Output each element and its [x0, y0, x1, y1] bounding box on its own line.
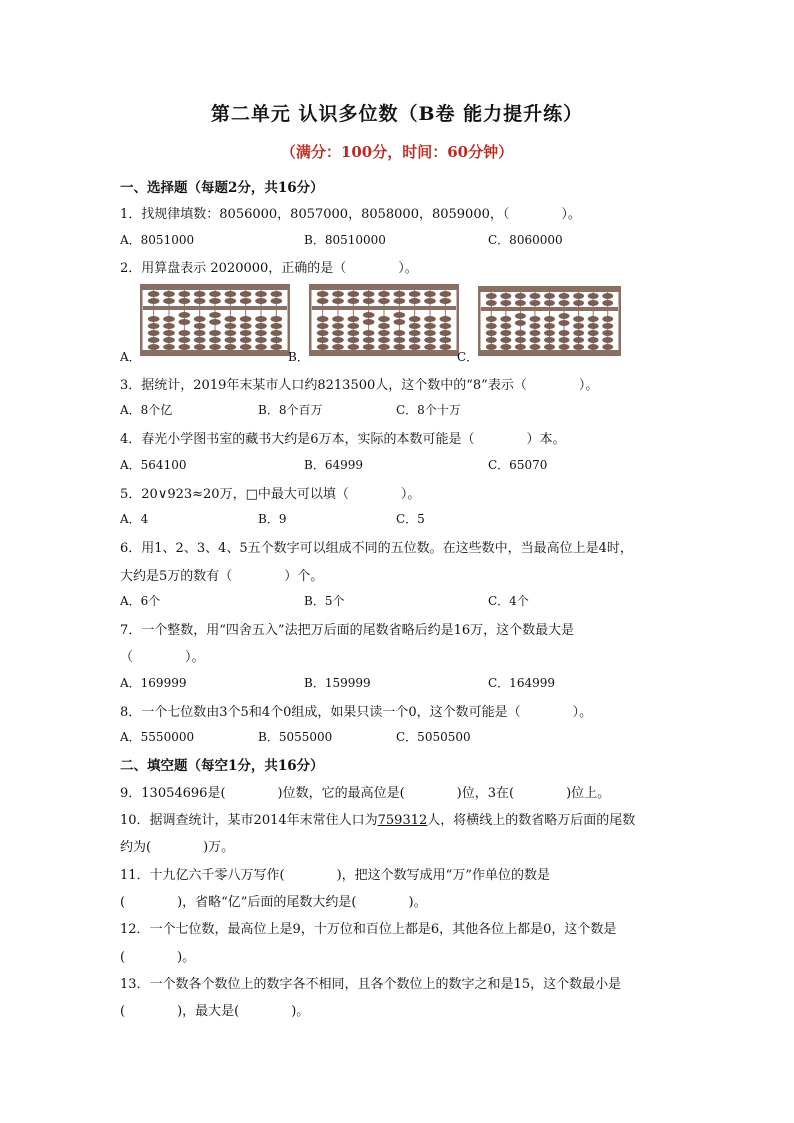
abacus-bead [163, 337, 175, 343]
abacus-bead [209, 319, 221, 325]
abacus-bead [179, 330, 191, 336]
question-3: 3．据统计，2019年末某市人口约8213500人，这个数中的“8”表示（ ）。 [120, 378, 599, 393]
abacus-bead [179, 291, 191, 297]
abacus-bead [559, 300, 570, 306]
abacus-bead [363, 330, 375, 336]
abacus-bead [559, 293, 570, 299]
section-1-heading: 一、选择题（每题2分，共16分） [120, 180, 324, 196]
abacus-bead [255, 298, 267, 304]
page-title: 第二单元 认识多位数（B卷 能力提升练） [210, 103, 584, 125]
abacus-bead [486, 300, 497, 306]
abacus-bead [317, 298, 329, 304]
abacus-bead [148, 344, 160, 350]
question-4: 4．春光小学图书室的藏书大约是6万本，实际的本数可能是（ ）本。 [120, 432, 566, 447]
abacus-bead [225, 330, 237, 336]
abacus-bead [332, 298, 344, 304]
abacus-bead [440, 291, 452, 297]
abacus-bead [424, 291, 436, 297]
abacus-bead [225, 298, 237, 304]
abacus-bead [240, 298, 252, 304]
abacus-bead [363, 312, 375, 318]
abacus-bead [225, 337, 237, 343]
question-2: 2．用算盘表示 2020000，正确的是（ ）。 [120, 261, 418, 276]
abacus-bead [559, 313, 570, 319]
abacus-bead [529, 337, 540, 343]
q1-option-a: A．8051000 [120, 233, 195, 247]
abacus-bead [424, 298, 436, 304]
abacus-bead [209, 330, 221, 336]
abacus-bead [409, 337, 421, 343]
abacus-bead [602, 316, 613, 322]
abacus-bead [148, 323, 160, 329]
abacus-bead [409, 316, 421, 322]
q10-underlined-number: 759312 [377, 813, 428, 828]
abacus-bead [194, 337, 206, 343]
abacus-bead [317, 330, 329, 336]
abacus-bead [163, 344, 175, 350]
abacus-bead [348, 291, 360, 297]
q4-option-a: A．564100 [120, 458, 187, 472]
abacus-bead [588, 293, 599, 299]
abacus-bead [515, 320, 526, 326]
abacus-bead [271, 344, 283, 350]
abacus-bead [588, 344, 599, 350]
abacus-bead [486, 323, 497, 329]
q3-option-a: A．8个亿 [120, 403, 173, 417]
q8-option-c: C．5050500 [396, 730, 471, 744]
abacus-bead [240, 291, 252, 297]
abacus-bead [424, 316, 436, 322]
abacus-bead [148, 291, 160, 297]
q6-option-b: B．5个 [304, 594, 345, 608]
abacus-bead [209, 298, 221, 304]
abacus-bead [409, 298, 421, 304]
abacus-bead [348, 344, 360, 350]
question-12-line-1: 12．一个七位数，最高位上是9，十万位和百位上都是6，其他各位上都是0，这个数是 [120, 922, 617, 937]
abacus-bead [394, 330, 406, 336]
abacus-bead [317, 344, 329, 350]
abacus-bead [394, 344, 406, 350]
q4-option-b: B．64999 [304, 458, 363, 472]
abacus-bead [348, 337, 360, 343]
abacus-bead [240, 330, 252, 336]
q3-option-b: B．8个百万 [258, 403, 323, 417]
abacus-bead [209, 291, 221, 297]
abacus-bead [440, 337, 452, 343]
q7-option-a: A．169999 [120, 676, 187, 690]
abacus-bead [271, 330, 283, 336]
abacus-bead [179, 298, 191, 304]
abacus-bead [255, 337, 267, 343]
abacus-bead [378, 344, 390, 350]
abacus-bead [559, 330, 570, 336]
abacus-bead [500, 337, 511, 343]
abacus-bead [529, 316, 540, 322]
abacus-bead [573, 293, 584, 299]
abacus-bead [363, 291, 375, 297]
abacus-bead [225, 291, 237, 297]
abacus-bead [271, 337, 283, 343]
question-10-line-1 [120, 809, 635, 828]
question-13-line-1: 13．一个数各个数位上的数字各不相同，且各个数位上的数字之和是15，这个数最小是 [120, 977, 622, 992]
abacus-bead [163, 323, 175, 329]
page-subtitle: （满分：100分，时间：60分钟） [280, 143, 514, 161]
abacus-bead [588, 316, 599, 322]
abacus-bead [378, 337, 390, 343]
abacus-bead [163, 316, 175, 322]
abacus-bead [500, 330, 511, 336]
abacus-bead [363, 337, 375, 343]
abacus-bead [559, 337, 570, 343]
abacus-bead [225, 344, 237, 350]
abacus-bead [148, 316, 160, 322]
abacus-bead [500, 323, 511, 329]
abacus-bead [148, 298, 160, 304]
abacus-bead [378, 298, 390, 304]
abacus-bead [240, 323, 252, 329]
abacus-b-image [309, 284, 459, 356]
abacus-bead [515, 337, 526, 343]
abacus-bead [255, 323, 267, 329]
q5-option-b: B．9 [258, 512, 287, 526]
abacus-bead [602, 323, 613, 329]
abacus-bead [225, 316, 237, 322]
abacus-bead [486, 330, 497, 336]
abacus-bead [240, 316, 252, 322]
abacus-bead [332, 291, 344, 297]
abacus-bead [588, 323, 599, 329]
abacus-bead [209, 344, 221, 350]
abacus-bead [209, 337, 221, 343]
question-10-line-2: 约为( )万。 [120, 840, 235, 855]
abacus-bead [486, 337, 497, 343]
q3-option-c: C．8个十万 [396, 403, 461, 417]
question-13-line-2: ( )，最大是( )。 [120, 1004, 310, 1019]
abacus-bead [348, 298, 360, 304]
abacus-bead [486, 344, 497, 350]
abacus-bead [559, 344, 570, 350]
abacus-bead [529, 293, 540, 299]
abacus-bead [378, 330, 390, 336]
abacus-bead [378, 316, 390, 322]
abacus-bead [500, 344, 511, 350]
q4-option-c: C．65070 [488, 458, 548, 472]
abacus-bead [255, 291, 267, 297]
abacus-bead [179, 319, 191, 325]
abacus-bead [544, 337, 555, 343]
abacus-bead [559, 320, 570, 326]
abacus-bead [363, 344, 375, 350]
abacus-bead [486, 293, 497, 299]
abacus-bead [271, 291, 283, 297]
q1-option-c: C．8060000 [488, 233, 563, 247]
abacus-bead [544, 323, 555, 329]
abacus-bead [255, 316, 267, 322]
question-11-line-2: ( )，省略“亿”后面的尾数大约是( )。 [120, 895, 427, 910]
abacus-bead [363, 319, 375, 325]
abacus-bead [573, 300, 584, 306]
abacus-bead [271, 298, 283, 304]
abacus-bead [332, 323, 344, 329]
abacus-bead [573, 330, 584, 336]
abacus-bead [409, 323, 421, 329]
abacus-bead [394, 298, 406, 304]
q6-option-a: A．6个 [120, 594, 161, 608]
abacus-bead [394, 337, 406, 343]
abacus-bead [194, 344, 206, 350]
abacus-bead [332, 330, 344, 336]
question-7-line-1: 7．一个整数，用“四舍五入”法把万后面的尾数省略后约是16万，这个数最大是 [120, 623, 575, 638]
q5-option-c: C．5 [396, 512, 425, 526]
abacus-bead [348, 330, 360, 336]
abacus-bead [500, 293, 511, 299]
abacus-bead [602, 330, 613, 336]
abacus-bead [317, 323, 329, 329]
abacus-bead [602, 293, 613, 299]
abacus-bead [573, 337, 584, 343]
abacus-bead [194, 316, 206, 322]
abacus-bead [378, 291, 390, 297]
abacus-bead [209, 312, 221, 318]
abacus-bead [317, 316, 329, 322]
abacus-bead [179, 312, 191, 318]
abacus-bead [271, 323, 283, 329]
abacus-bead [515, 293, 526, 299]
abacus-bead [348, 316, 360, 322]
abacus-bead [240, 344, 252, 350]
abacus-bead [440, 344, 452, 350]
abacus-bead [424, 330, 436, 336]
abacus-bead [409, 330, 421, 336]
abacus-bead [440, 330, 452, 336]
q7-option-c: C．164999 [488, 676, 555, 690]
q2-option-c: C． [457, 350, 479, 364]
abacus-bead [500, 316, 511, 322]
abacus-bead [194, 330, 206, 336]
abacus-c-image [478, 286, 621, 356]
abacus-bead [544, 344, 555, 350]
question-6-line-2: 大约是5万的数有（ ）个。 [120, 569, 324, 584]
abacus-bead [194, 291, 206, 297]
abacus-bead [378, 323, 390, 329]
abacus-bead [179, 337, 191, 343]
abacus-bead [602, 344, 613, 350]
abacus-bead [544, 316, 555, 322]
abacus-bead [163, 330, 175, 336]
abacus-bead [440, 323, 452, 329]
question-5: 5．20∨923≈20万，□中最大可以填（ ）。 [120, 487, 421, 502]
abacus-bead [588, 300, 599, 306]
abacus-bead [573, 323, 584, 329]
abacus-bead [588, 330, 599, 336]
abacus-bead [544, 293, 555, 299]
abacus-bead [148, 337, 160, 343]
abacus-bead [544, 330, 555, 336]
abacus-bead [529, 323, 540, 329]
abacus-bead [194, 298, 206, 304]
q1-option-b: B．80510000 [304, 233, 386, 247]
abacus-bead [194, 323, 206, 329]
abacus-bead [486, 316, 497, 322]
abacus-bead [332, 337, 344, 343]
q7-option-b: B．159999 [304, 676, 371, 690]
abacus-bead [588, 337, 599, 343]
abacus-bead [394, 319, 406, 325]
abacus-bead [255, 330, 267, 336]
abacus-bead [332, 344, 344, 350]
abacus-a-image [140, 284, 290, 356]
abacus-bead [317, 337, 329, 343]
section-2-heading: 二、填空题（每空1分，共16分） [120, 758, 324, 774]
abacus-bead [163, 291, 175, 297]
abacus-bead [529, 330, 540, 336]
abacus-bead [529, 300, 540, 306]
abacus-bead [424, 323, 436, 329]
abacus-bead [515, 344, 526, 350]
abacus-bead [515, 313, 526, 319]
question-12-line-2: ( )。 [120, 950, 196, 965]
abacus-bead [255, 344, 267, 350]
q10-text-pre: 10．据调查统计，某市2014年末常住人口为 [120, 813, 378, 828]
abacus-bead [179, 344, 191, 350]
abacus-bead [424, 344, 436, 350]
q8-option-b: B．5055000 [258, 730, 333, 744]
abacus-bead [573, 344, 584, 350]
abacus-bead [602, 337, 613, 343]
abacus-bead [544, 300, 555, 306]
abacus-bead [573, 316, 584, 322]
abacus-bead [394, 291, 406, 297]
question-11-line-1: 11．十九亿六千零八万写作( )，把这个数写成用“万”作单位的数是 [120, 868, 550, 883]
abacus-bead [409, 344, 421, 350]
abacus-bead [332, 316, 344, 322]
abacus-bead [515, 300, 526, 306]
abacus-bead [500, 300, 511, 306]
abacus-bead [363, 298, 375, 304]
q2-option-a: A． [120, 350, 141, 364]
q5-option-a: A．4 [120, 512, 149, 526]
abacus-bead [271, 316, 283, 322]
abacus-bead [148, 330, 160, 336]
q10-text-post: 人，将横线上的数省略万后面的尾数 [427, 813, 636, 828]
abacus-bead [602, 300, 613, 306]
abacus-bead [394, 312, 406, 318]
abacus-bead [529, 344, 540, 350]
question-6-line-1: 6．用1、2、3、4、5五个数字可以组成不同的五位数。在这些数中，当最高位上是4时， [120, 541, 633, 556]
question-7-line-2: （ ）。 [120, 650, 205, 665]
question-9: 9．13054696是( )位数，它的最高位是( )位，3在( )位上。 [120, 786, 611, 801]
abacus-bead [515, 330, 526, 336]
q8-option-a: A．5550000 [120, 730, 195, 744]
abacus-bead [440, 298, 452, 304]
q2-option-b: B． [288, 350, 309, 364]
question-8: 8．一个七位数由3个5和4个0组成，如果只读一个0，这个数可能是（ ）。 [120, 705, 593, 720]
abacus-bead [348, 323, 360, 329]
abacus-bead [225, 323, 237, 329]
abacus-bead [163, 298, 175, 304]
abacus-bead [240, 337, 252, 343]
abacus-bead [424, 337, 436, 343]
abacus-bead [317, 291, 329, 297]
question-1: 1．找规律填数：8056000，8057000，8058000，8059000，（ ）。 [120, 207, 581, 222]
abacus-bead [409, 291, 421, 297]
abacus-bead [440, 316, 452, 322]
q6-option-c: C．4个 [488, 594, 529, 608]
